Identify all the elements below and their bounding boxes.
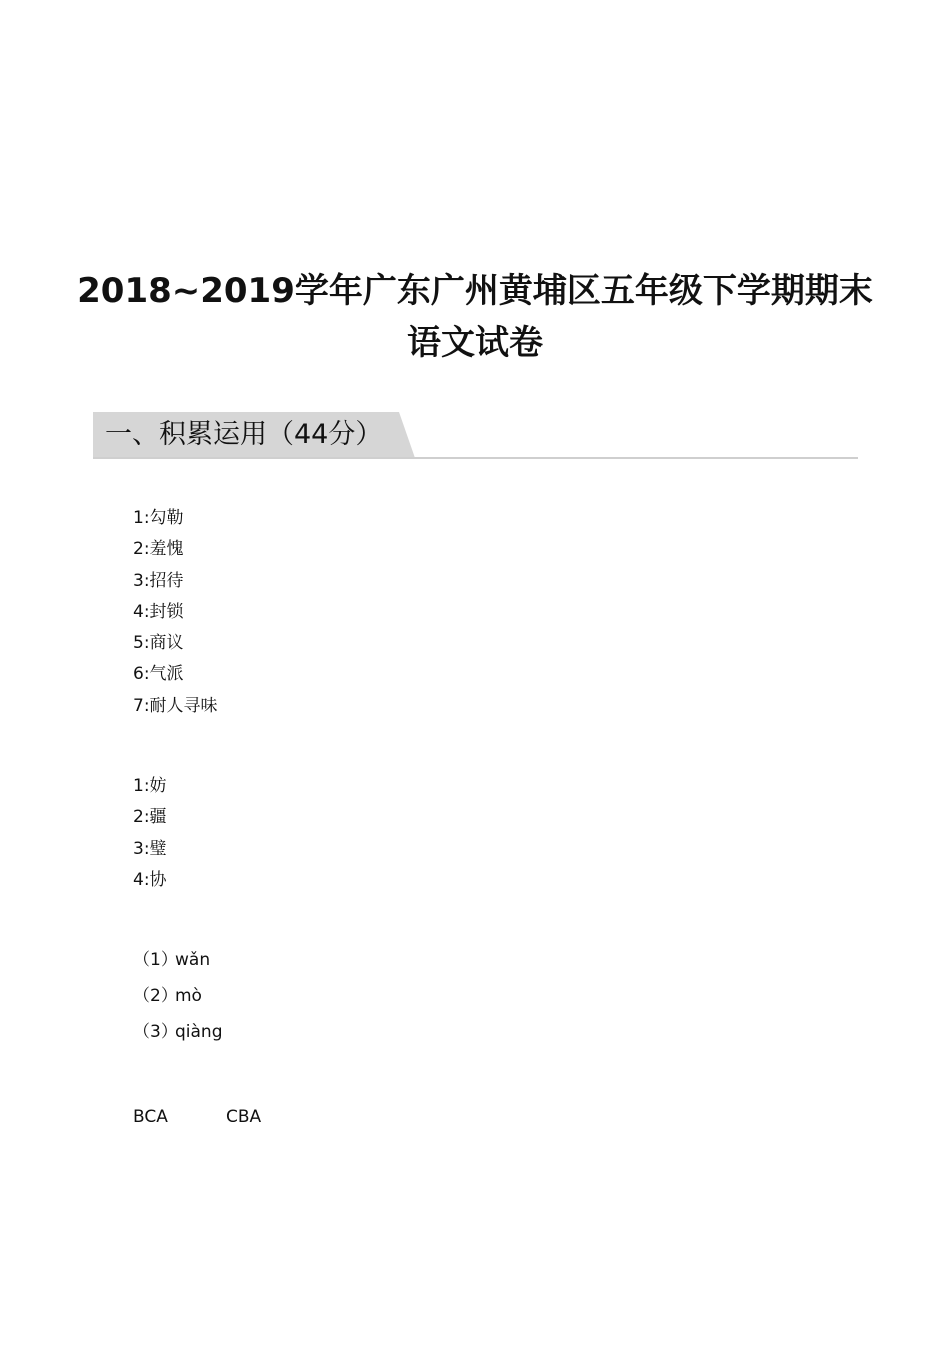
answer-item: CBA (226, 1107, 262, 1127)
answer-row-order (133, 1102, 261, 1132)
list-item: 7:耐人寻味 (133, 695, 218, 716)
answer-list-pinyin (133, 942, 223, 1050)
section-header-rule (93, 457, 858, 459)
answer-list-words (133, 503, 218, 722)
list-item: 2:羞愧 (133, 539, 184, 560)
list-item: 4:协 (133, 869, 167, 890)
list-item (133, 1014, 223, 1050)
item-text: wǎn (175, 950, 211, 970)
section-header (93, 412, 858, 460)
list-item: 3:招待 (133, 570, 184, 591)
section-title: 一、积累运用（44分） (105, 419, 383, 450)
list-item (133, 978, 223, 1014)
list-item: 2:疆 (133, 807, 167, 828)
item-text: qiàng (175, 1022, 223, 1042)
item-number: （2） (133, 986, 178, 1006)
list-item: 5:商议 (133, 633, 184, 654)
page-title-line-2: 语文试卷 (407, 323, 543, 363)
list-item: 3:璧 (133, 838, 167, 859)
list-item: 1:妨 (133, 776, 167, 796)
list-item (133, 942, 223, 978)
answer-item: BCA (133, 1107, 168, 1127)
item-number: （1） (133, 950, 178, 970)
answer-list-chars (133, 771, 167, 896)
list-item: 1:勾勒 (133, 508, 184, 528)
page-title-line-1: 2018~2019学年广东广州黄埔区五年级下学期期末 (77, 271, 873, 311)
list-item: 6:气派 (133, 664, 184, 685)
item-text: mò (175, 986, 202, 1006)
item-number: （3） (133, 1022, 178, 1042)
list-item: 4:封锁 (133, 601, 184, 622)
